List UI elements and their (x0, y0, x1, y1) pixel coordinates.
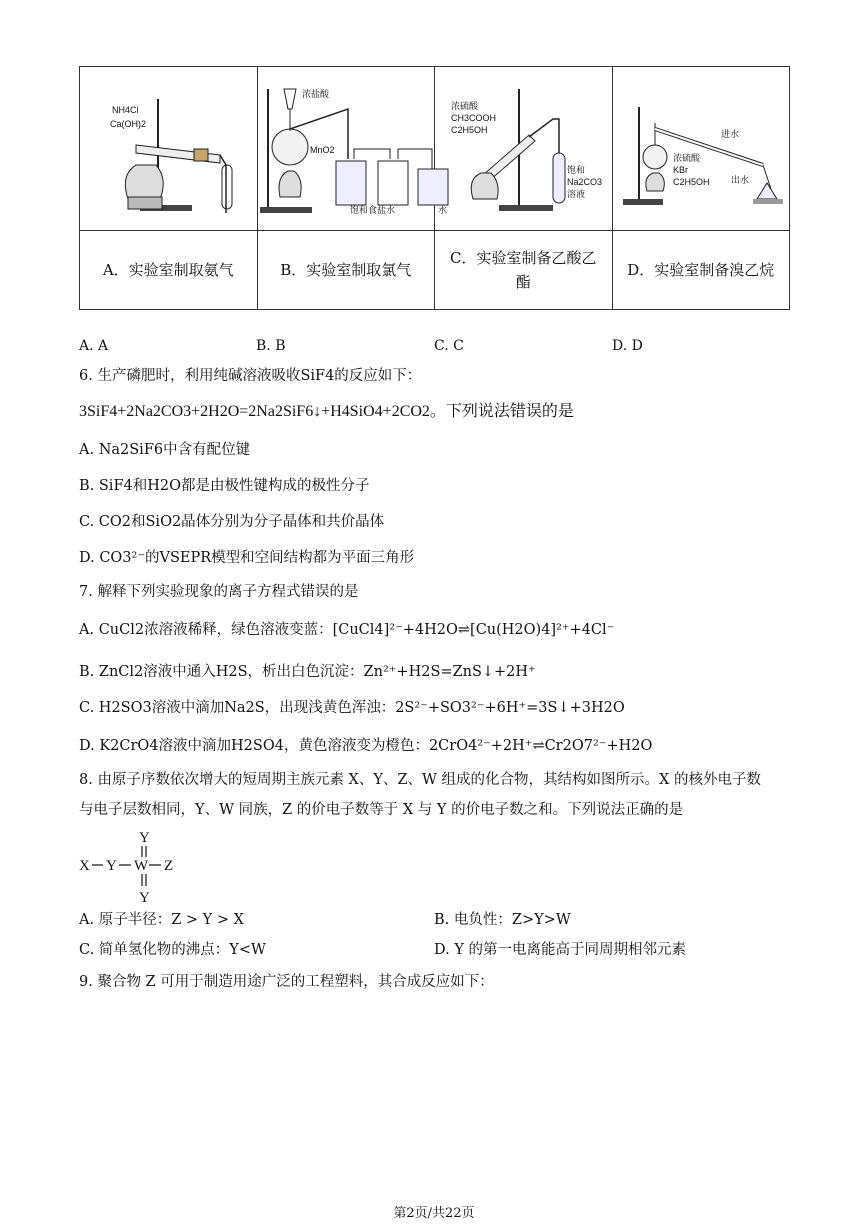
q6-option-c: C. CO2和SiO2晶体分别为分子晶体和共价晶体 (79, 514, 385, 530)
q5-option-c: C. C (434, 338, 464, 354)
label-nh4cl: NH4Cl (112, 104, 139, 115)
caption-c: C．实验室制备乙酸乙酯 (435, 231, 613, 310)
atom-y-left: Y (106, 858, 117, 874)
label-c2h5oh-d: C2H5OH (672, 176, 710, 187)
q8-option-b: B. 电负性：Z>Y>W (434, 912, 571, 928)
atom-w: W (134, 858, 149, 874)
q5-option-a: A. A (79, 338, 109, 354)
q6-option-b: B. SiF4和H2O都是由极性键构成的极性分子 (79, 478, 370, 494)
label-ch3cooh: CH3COOH (451, 112, 497, 123)
ester-apparatus-image (443, 79, 603, 219)
atom-y-top: Y (139, 830, 150, 846)
q6-stem: 6. 生产磷肥时，利用纯碱溶液吸收SiF4的反应如下： (79, 368, 422, 384)
q5-option-b: B. B (256, 338, 286, 354)
q8-stem-line1: 8. 由原子序数依次增大的短周期主族元素 X、Y、Z、W 组成的化合物，其结构如图所示。X 的核外电子数 (79, 772, 761, 788)
label-water: 水 (437, 204, 447, 215)
label-c2h5oh: C2H5OH (451, 124, 488, 135)
caption-a: A．实验室制取氨气 (80, 231, 258, 310)
label-hcl: 浓盐酸 (301, 88, 329, 99)
ammonia-apparatus-image (98, 79, 238, 219)
apparatus-c-cell (435, 67, 613, 231)
q6-option-a: A. Na2SiF6中含有配位键 (79, 442, 251, 458)
q7-option-a: A. CuCl2浓溶液稀释，绿色溶液变蓝：[CuCl4]²⁻+4H2O⇌[Cu(H2O)4]²⁺+4Cl⁻ (79, 622, 615, 638)
label-water-in: 进水 (720, 128, 739, 139)
bromoethane-apparatus-image (613, 79, 789, 219)
q7-option-b: B. ZnCl2溶液中通入H2S，析出白色沉淀：Zn²⁺+H2S=ZnS↓+2H⁺ (79, 664, 536, 680)
q7-option-d: D. K2CrO4溶液中滴加H2SO4，黄色溶液变为橙色：2CrO4²⁻+2H⁺⇌Cr2O7²⁻+H2O (79, 738, 653, 754)
q7-option-c: C. H2SO3溶液中滴加Na2S，出现浅黄色浑浊：2S²⁻+SO3²⁻+6H⁺=3S↓+3H2O (79, 700, 625, 716)
label-kbr: KBr (672, 164, 688, 175)
q7-stem: 7. 解释下列实验现象的离子方程式错误的是 (79, 584, 359, 600)
apparatus-table (79, 66, 790, 310)
label-caoh2: Ca(OH)2 (110, 118, 147, 129)
q9-stem: 9. 聚合物 Z 可用于制造用途广泛的工程塑料，其合成反应如下： (79, 974, 494, 990)
apparatus-b-cell (257, 67, 447, 231)
q6-equation: 3SiF4+2Na2CO3+2H2O=2Na2SiF6↓+H4SiO4+2CO2。下列说法错误的是 (79, 403, 574, 420)
label-mno2: MnO2 (309, 144, 335, 155)
label-saturated: 饱和 (567, 164, 586, 175)
label-h2so4: 浓硫酸 (451, 100, 479, 111)
q8-option-c: C. 简单氢化物的沸点：Y<W (79, 942, 266, 958)
label-water-out: 出水 (730, 174, 749, 185)
q8-option-d: D. Y 的第一电离能高于同周期相邻元素 (434, 942, 687, 958)
label-na2co3: Na2CO3 (567, 176, 603, 187)
apparatus-a-cell (80, 67, 258, 231)
q8-stem-line2: 与电子层数相同，Y、W 同族，Z 的价电子数等于 X 与 Y 的价电子数之和。下列说法正确的是 (79, 802, 684, 818)
q5-option-d: D. D (612, 338, 643, 354)
atom-x: X (79, 858, 90, 874)
caption-d: D．实验室制备溴乙烷 (612, 231, 790, 310)
q8-structure-diagram (79, 830, 199, 910)
page-footer: 第2页/共22页 (393, 1206, 475, 1221)
caption-b: B．实验室制取氯气 (257, 231, 435, 310)
q8-option-a: A. 原子半径：Z > Y > X (79, 912, 244, 928)
label-brine: 饱和食盐水 (349, 204, 395, 215)
atom-z: Z (164, 858, 174, 874)
label-h2so4-d: 浓硫酸 (672, 152, 700, 163)
apparatus-d-cell (612, 67, 790, 231)
q6-option-d: D. CO3²⁻的VSEPR模型和空间结构都为平面三角形 (79, 550, 415, 566)
label-solution: 溶液 (567, 188, 586, 199)
atom-y-bottom: Y (139, 890, 150, 906)
chlorine-apparatus-image (258, 79, 454, 219)
